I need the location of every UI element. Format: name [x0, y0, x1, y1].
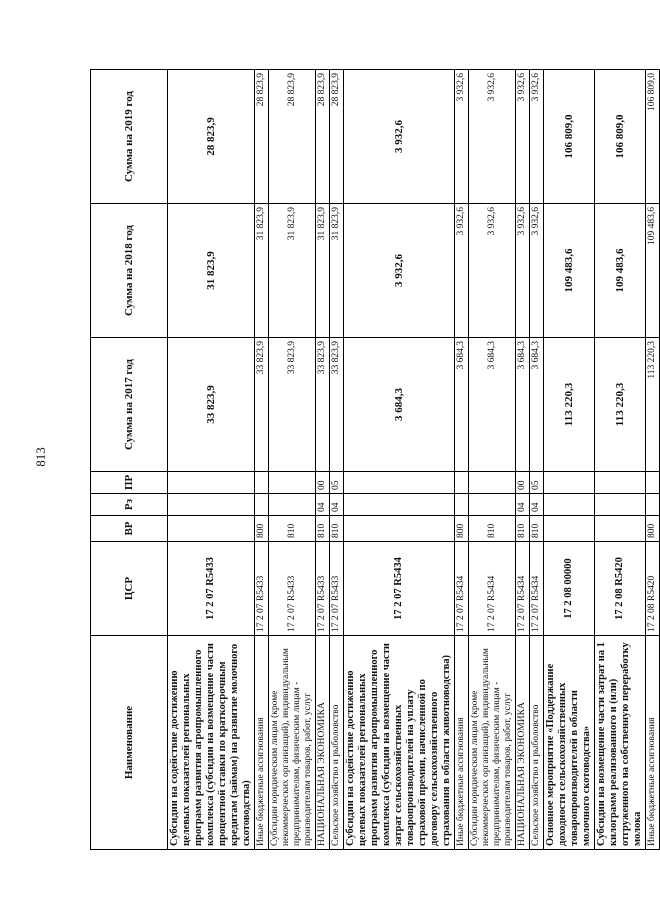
cell-rz: [646, 494, 660, 516]
cell-rz: 04: [516, 494, 530, 516]
cell-csr: 17 2 07 R5434: [455, 542, 469, 636]
cell-pr: [168, 472, 255, 494]
cell-name: Субсидии на возмещение части затрат на 1 килограмм реализованного и (или) отгруженного на собственную переработку молока: [595, 636, 646, 850]
table-row: [343, 70, 455, 850]
cell-name: Иные бюджетные ассигнования: [646, 636, 660, 850]
budget-table: [90, 69, 660, 850]
cell-sum-2017: 3 684,3: [516, 338, 530, 472]
cell-sum-2019: 3 932,6: [516, 70, 530, 204]
cell-name: Сельское хозяйство и рыболовство: [329, 636, 343, 850]
cell-pr: [543, 472, 594, 494]
table-row: [168, 70, 255, 850]
cell-rz: [543, 494, 594, 516]
cell-csr: 17 2 07 R5433: [316, 542, 330, 636]
table-row: [516, 70, 530, 850]
cell-sum-2018: 31 823,9: [255, 204, 269, 338]
cell-sum-2019: 28 823,9: [316, 70, 330, 204]
cell-csr: 17 2 07 R5433: [255, 542, 269, 636]
table-row: [543, 70, 594, 850]
cell-csr: 17 2 07 R5434: [343, 542, 455, 636]
cell-sum-2018: 31 823,9: [316, 204, 330, 338]
page-number: 813: [33, 447, 48, 467]
cell-sum-2019: 28 823,9: [255, 70, 269, 204]
table-row: [646, 70, 660, 850]
cell-pr: [595, 472, 646, 494]
cell-rz: [255, 494, 269, 516]
cell-csr: 17 2 07 R5433: [269, 542, 316, 636]
table-row: [269, 70, 316, 850]
cell-rz: 04: [529, 494, 543, 516]
cell-pr: [646, 472, 660, 494]
cell-sum-2019: 3 932,6: [455, 70, 469, 204]
header-sum-2018: Сумма на 2018 год: [91, 204, 168, 338]
cell-sum-2017: 33 823,9: [316, 338, 330, 472]
header-sum-2019: Сумма на 2019 год: [91, 70, 168, 204]
table-row: [455, 70, 469, 850]
cell-rz: [469, 494, 516, 516]
cell-sum-2019: 106 809,0: [646, 70, 660, 204]
table-row: [255, 70, 269, 850]
cell-vr: 810: [329, 516, 343, 542]
table-row: [329, 70, 343, 850]
cell-rz: [269, 494, 316, 516]
cell-name: Субсидии юридическим лицам (кроме некоммерческих организаций), индивидуальным предпринимателям, физическим лицам - производителям товаров, работ, услуг: [269, 636, 316, 850]
cell-csr: 17 2 07 R5433: [168, 542, 255, 636]
cell-vr: 800: [455, 516, 469, 542]
cell-name: Иные бюджетные ассигнования: [255, 636, 269, 850]
cell-sum-2019: 28 823,9: [269, 70, 316, 204]
cell-sum-2018: 109 483,6: [646, 204, 660, 338]
cell-sum-2018: 3 932,6: [343, 204, 455, 338]
cell-vr: [343, 516, 455, 542]
cell-csr: 17 2 07 R5434: [469, 542, 516, 636]
cell-pr: 05: [529, 472, 543, 494]
cell-sum-2017: 113 220,3: [595, 338, 646, 472]
cell-sum-2017: 3 684,3: [469, 338, 516, 472]
cell-rz: 04: [329, 494, 343, 516]
cell-sum-2017: 33 823,9: [255, 338, 269, 472]
cell-csr: 17 2 07 R5434: [516, 542, 530, 636]
cell-sum-2018: 31 823,9: [329, 204, 343, 338]
table-row: [316, 70, 330, 850]
header-csr: ЦСР: [91, 542, 168, 636]
cell-sum-2018: 109 483,6: [543, 204, 594, 338]
cell-rz: [168, 494, 255, 516]
header-pr: ПР: [91, 472, 168, 494]
header-vr: ВР: [91, 516, 168, 542]
cell-rz: [595, 494, 646, 516]
cell-vr: 810: [316, 516, 330, 542]
cell-name: Субсидии на содействие достижению целевых показателей региональных программ развития агропромышленного комплекса (субсидии на возмещение части затрат сельскохозяйственных товаропроизводителей на уплату страховой премии, начисленной по договору сельскохозяйственного страхования в области животноводства): [343, 636, 455, 850]
cell-sum-2017: 3 684,3: [343, 338, 455, 472]
cell-vr: 810: [516, 516, 530, 542]
cell-sum-2018: 3 932,6: [529, 204, 543, 338]
cell-sum-2019: 3 932,6: [469, 70, 516, 204]
cell-vr: 810: [529, 516, 543, 542]
cell-sum-2018: 3 932,6: [469, 204, 516, 338]
cell-pr: 00: [516, 472, 530, 494]
cell-pr: [255, 472, 269, 494]
cell-sum-2017: 3 684,3: [529, 338, 543, 472]
cell-sum-2019: 106 809,0: [595, 70, 646, 204]
cell-vr: 800: [646, 516, 660, 542]
cell-name: Субсидии на содействие достижению целевых показателей региональных программ развития агропромышленного комплекса (субсидии на возмещение части процентной ставки по краткосрочным кредитам (займам) на развитие молочного скотоводства): [168, 636, 255, 850]
cell-sum-2017: 33 823,9: [329, 338, 343, 472]
cell-sum-2018: 31 823,9: [168, 204, 255, 338]
cell-csr: 17 2 07 R5433: [329, 542, 343, 636]
cell-name: НАЦИОНАЛЬНАЯ ЭКОНОМИКА: [316, 636, 330, 850]
cell-pr: [469, 472, 516, 494]
rotated-page-body: [90, 70, 658, 850]
cell-sum-2018: 3 932,6: [455, 204, 469, 338]
cell-sum-2019: 3 932,6: [529, 70, 543, 204]
cell-sum-2019: 28 823,9: [329, 70, 343, 204]
cell-pr: 05: [329, 472, 343, 494]
header-sum-2017: Сумма на 2017 год: [91, 338, 168, 472]
cell-sum-2019: 106 809,0: [543, 70, 594, 204]
cell-name: Основное мероприятие «Поддержание доходности сельскохозяйственных товаропроизводителей в области молочного скотоводства»: [543, 636, 594, 850]
cell-name: Субсидии юридическим лицам (кроме некоммерческих организаций), индивидуальным предпринимателям, физическим лицам - производителям товаров, работ, услуг: [469, 636, 516, 850]
table-row: [469, 70, 516, 850]
cell-csr: 17 2 08 R5420: [646, 542, 660, 636]
cell-pr: [269, 472, 316, 494]
cell-vr: [595, 516, 646, 542]
cell-sum-2017: 33 823,9: [269, 338, 316, 472]
cell-sum-2017: 113 220,3: [543, 338, 594, 472]
cell-csr: 17 2 08 R5420: [595, 542, 646, 636]
cell-pr: 00: [316, 472, 330, 494]
cell-csr: 17 2 07 R5434: [529, 542, 543, 636]
cell-sum-2017: 3 684,3: [455, 338, 469, 472]
cell-csr: 17 2 08 00000: [543, 542, 594, 636]
table-header-row: [91, 70, 168, 850]
cell-rz: 04: [316, 494, 330, 516]
cell-sum-2018: 109 483,6: [595, 204, 646, 338]
cell-vr: [543, 516, 594, 542]
cell-sum-2017: 113 220,3: [646, 338, 660, 472]
cell-rz: [343, 494, 455, 516]
cell-name: Сельское хозяйство и рыболовство: [529, 636, 543, 850]
cell-pr: [455, 472, 469, 494]
cell-name: Иные бюджетные ассигнования: [455, 636, 469, 850]
table-row: [529, 70, 543, 850]
header-rz: Рз: [91, 494, 168, 516]
table-body: [168, 70, 660, 850]
cell-sum-2019: 28 823,9: [168, 70, 255, 204]
table-row: [595, 70, 646, 850]
cell-name: НАЦИОНАЛЬНАЯ ЭКОНОМИКА: [516, 636, 530, 850]
cell-vr: [168, 516, 255, 542]
cell-vr: 800: [255, 516, 269, 542]
cell-vr: 810: [469, 516, 516, 542]
cell-vr: 810: [269, 516, 316, 542]
cell-sum-2018: 31 823,9: [269, 204, 316, 338]
header-name: Наименование: [91, 636, 168, 850]
cell-pr: [343, 472, 455, 494]
cell-sum-2017: 33 823,9: [168, 338, 255, 472]
cell-rz: [455, 494, 469, 516]
cell-sum-2019: 3 932,6: [343, 70, 455, 204]
cell-sum-2018: 3 932,6: [516, 204, 530, 338]
